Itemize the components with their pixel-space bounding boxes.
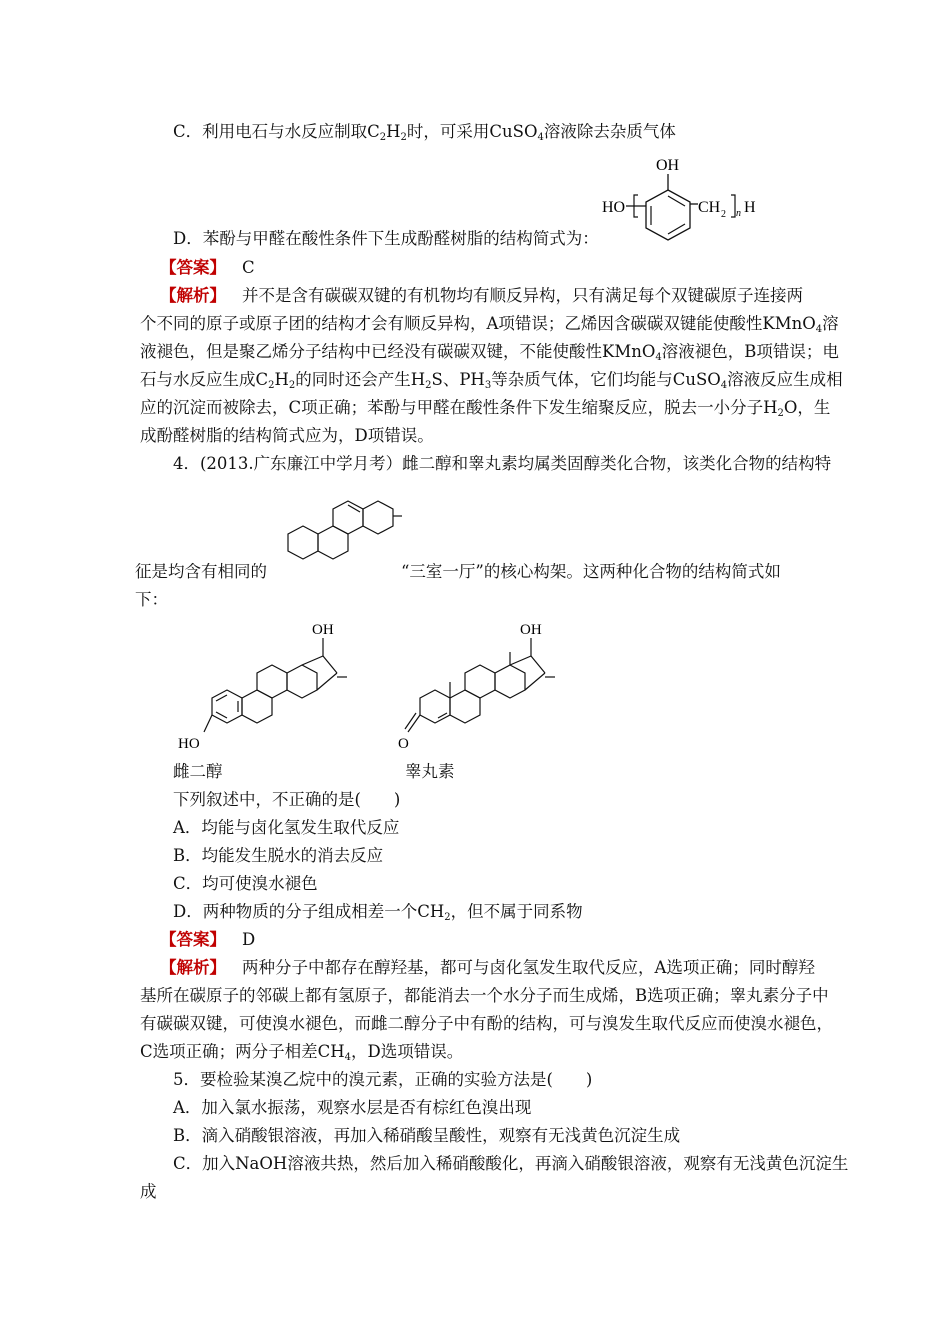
sub: 2 (444, 912, 451, 923)
text: C．加入NaOH溶液共热，然后加入稀硝酸酸化，再滴入硝酸银溶液，观察有无浅黄色沉淀生 (173, 1154, 849, 1173)
option-c-line (173, 121, 676, 143)
ho-label: HO (602, 199, 626, 216)
text: 溶 (822, 314, 839, 333)
text: 5．要检验某溴乙烷中的溴元素，正确的实验方法是( ) (173, 1070, 593, 1089)
sub: 4 (537, 132, 544, 143)
o-label: O (398, 736, 409, 752)
explanation-line-3 (140, 1013, 833, 1035)
question-4-stem (173, 789, 400, 811)
text: 并不是含有碳碳双键的有机物均有顺反异构，只有满足每个双键碳原子连接两 (242, 286, 803, 305)
text: 等杂质气体，它们均能与CuSO (491, 370, 721, 389)
text: 石与水反应生成C (140, 370, 269, 389)
sub: 4 (815, 324, 823, 335)
option-a (173, 817, 399, 839)
text: 两种分子中都存在醇羟基，都可与卤化氢发生取代反应，A选项正确；同时醇羟 (242, 958, 815, 977)
text: C．利用电石与水反应制取C (173, 122, 380, 141)
answer-tag: 【答案】 (160, 930, 226, 949)
option-a (173, 1097, 531, 1119)
option-c (173, 873, 318, 895)
explanation-line-1 (160, 957, 815, 979)
option-b (173, 845, 383, 867)
sub: 2 (425, 380, 432, 391)
text: H (274, 370, 289, 389)
text: S、PH (431, 370, 485, 389)
text: 基所在碳原子的邻碳上都有氢原子，都能消去一个水分子而生成烯，B选项正确；睾丸素分子中 (140, 986, 829, 1005)
text: 时，可采用CuSO (406, 122, 538, 141)
phenol-resin-structure (598, 150, 768, 246)
option-c (173, 1153, 848, 1175)
text: A．加入氯水振荡，观察水层是否有棕红色溴出现 (173, 1098, 532, 1117)
text: 成 (140, 1182, 157, 1201)
answer-line (160, 257, 255, 279)
text: ，D选项错误。 (351, 1042, 464, 1061)
testosterone-name (405, 761, 455, 783)
explanation-line-4 (140, 1041, 463, 1063)
text: O，生 (783, 398, 831, 417)
text: 征是均含有相同的 (135, 562, 267, 581)
text: 雌二醇 (173, 762, 223, 781)
explanation-tag: 【解析】 (160, 286, 226, 305)
text: 溶液褪色，B项错误；电 (661, 342, 839, 361)
question-4-line-1 (173, 453, 831, 475)
explanation-line-1 (160, 285, 803, 307)
sub: 4 (655, 352, 662, 363)
sub: 4 (720, 380, 728, 391)
text: H (386, 122, 401, 141)
text: 应的沉淀而被除去，C项正确；苯酚与甲醛在酸性条件下发生缩聚反应，脱去一小分子H (140, 398, 778, 417)
text: 下： (135, 590, 168, 609)
explanation-line-2 (140, 985, 829, 1007)
text: C选项正确；两分子相差CH (140, 1042, 345, 1061)
text: 液褪色，但是聚乙烯分子结构中已经没有碳碳双键，不能使酸性KMnO (140, 342, 656, 361)
sub: 2 (400, 132, 407, 143)
text: 个不同的原子或原子团的结构才会有顺反异构，A项错误；乙烯因含碳碳双键能使酸性KMnO (140, 314, 816, 333)
text: 有碳碳双键，可使溴水褪色，而雌二醇分子中有酚的结构，可与溴发生取代反应而使溴水褪色， (140, 1014, 833, 1033)
text: D．两种物质的分子组成相差一个CH (173, 902, 445, 921)
text: C．均可使溴水褪色 (173, 874, 318, 893)
explanation-line-4 (140, 369, 843, 391)
answer-value: D (242, 930, 256, 949)
sub: 2 (288, 380, 296, 391)
oh-label: OH (656, 157, 680, 174)
text: B．均能发生脱水的消去反应 (173, 846, 384, 865)
text: A．均能与卤化氢发生取代反应 (173, 818, 400, 837)
text: 的同时还会产生H (295, 370, 426, 389)
answer-line (160, 929, 255, 951)
sub: 2 (379, 132, 387, 143)
oh-label: OH (312, 622, 334, 638)
option-b (173, 1125, 680, 1147)
ch2-sub: 2 (721, 209, 726, 220)
text: B．滴入硝酸银溶液，再加入稀硝酸呈酸性，观察有无浅黄色沉淀生成 (173, 1126, 681, 1145)
text: 4．(2013.广东廉江中学月考）雌二醇和睾丸素均属类固醇类化合物，该类化合物的结构特 (173, 454, 832, 473)
answer-value: C (242, 258, 255, 277)
testosterone-structure (392, 616, 582, 752)
option-d (173, 901, 583, 923)
option-d-line (173, 228, 599, 250)
text: 溶液除去杂质气体 (543, 122, 676, 141)
text: 溶液反应生成相 (727, 370, 843, 389)
text: 成酚醛树脂的结构简式应为，D项错误。 (140, 426, 434, 445)
text: 下列叙述中，不正确的是( ) (173, 790, 401, 809)
sub: 2 (777, 408, 784, 419)
explanation-line-2 (140, 313, 839, 335)
estradiol-name (173, 761, 223, 783)
text: D．苯酚与甲醛在酸性条件下生成酚醛树脂的结构简式为： (173, 229, 599, 248)
question-5-stem (173, 1069, 592, 1091)
sub: 2 (268, 380, 275, 391)
text: 睾丸素 (405, 762, 455, 781)
explanation-line-5 (140, 397, 830, 419)
sub: 3 (484, 380, 492, 391)
sub: 4 (344, 1052, 352, 1063)
text: ，但不属于同系物 (450, 902, 583, 921)
n-label: n (736, 208, 741, 219)
ho-label: HO (178, 736, 200, 752)
ch2-label: CH (698, 199, 721, 216)
text: “三室一厅”的核心构架。这两种化合物的结构简式如 (401, 562, 781, 581)
estradiol-structure (172, 616, 362, 752)
question-4-line-2 (135, 561, 781, 583)
question-4-line-3 (135, 589, 168, 611)
explanation-line-3 (140, 341, 839, 363)
h-label: H (744, 199, 756, 216)
explanation-tag: 【解析】 (160, 958, 226, 977)
oh-label: OH (520, 622, 542, 638)
option-c-cont (140, 1181, 157, 1203)
answer-tag: 【答案】 (160, 258, 226, 277)
explanation-line-6 (140, 425, 434, 447)
